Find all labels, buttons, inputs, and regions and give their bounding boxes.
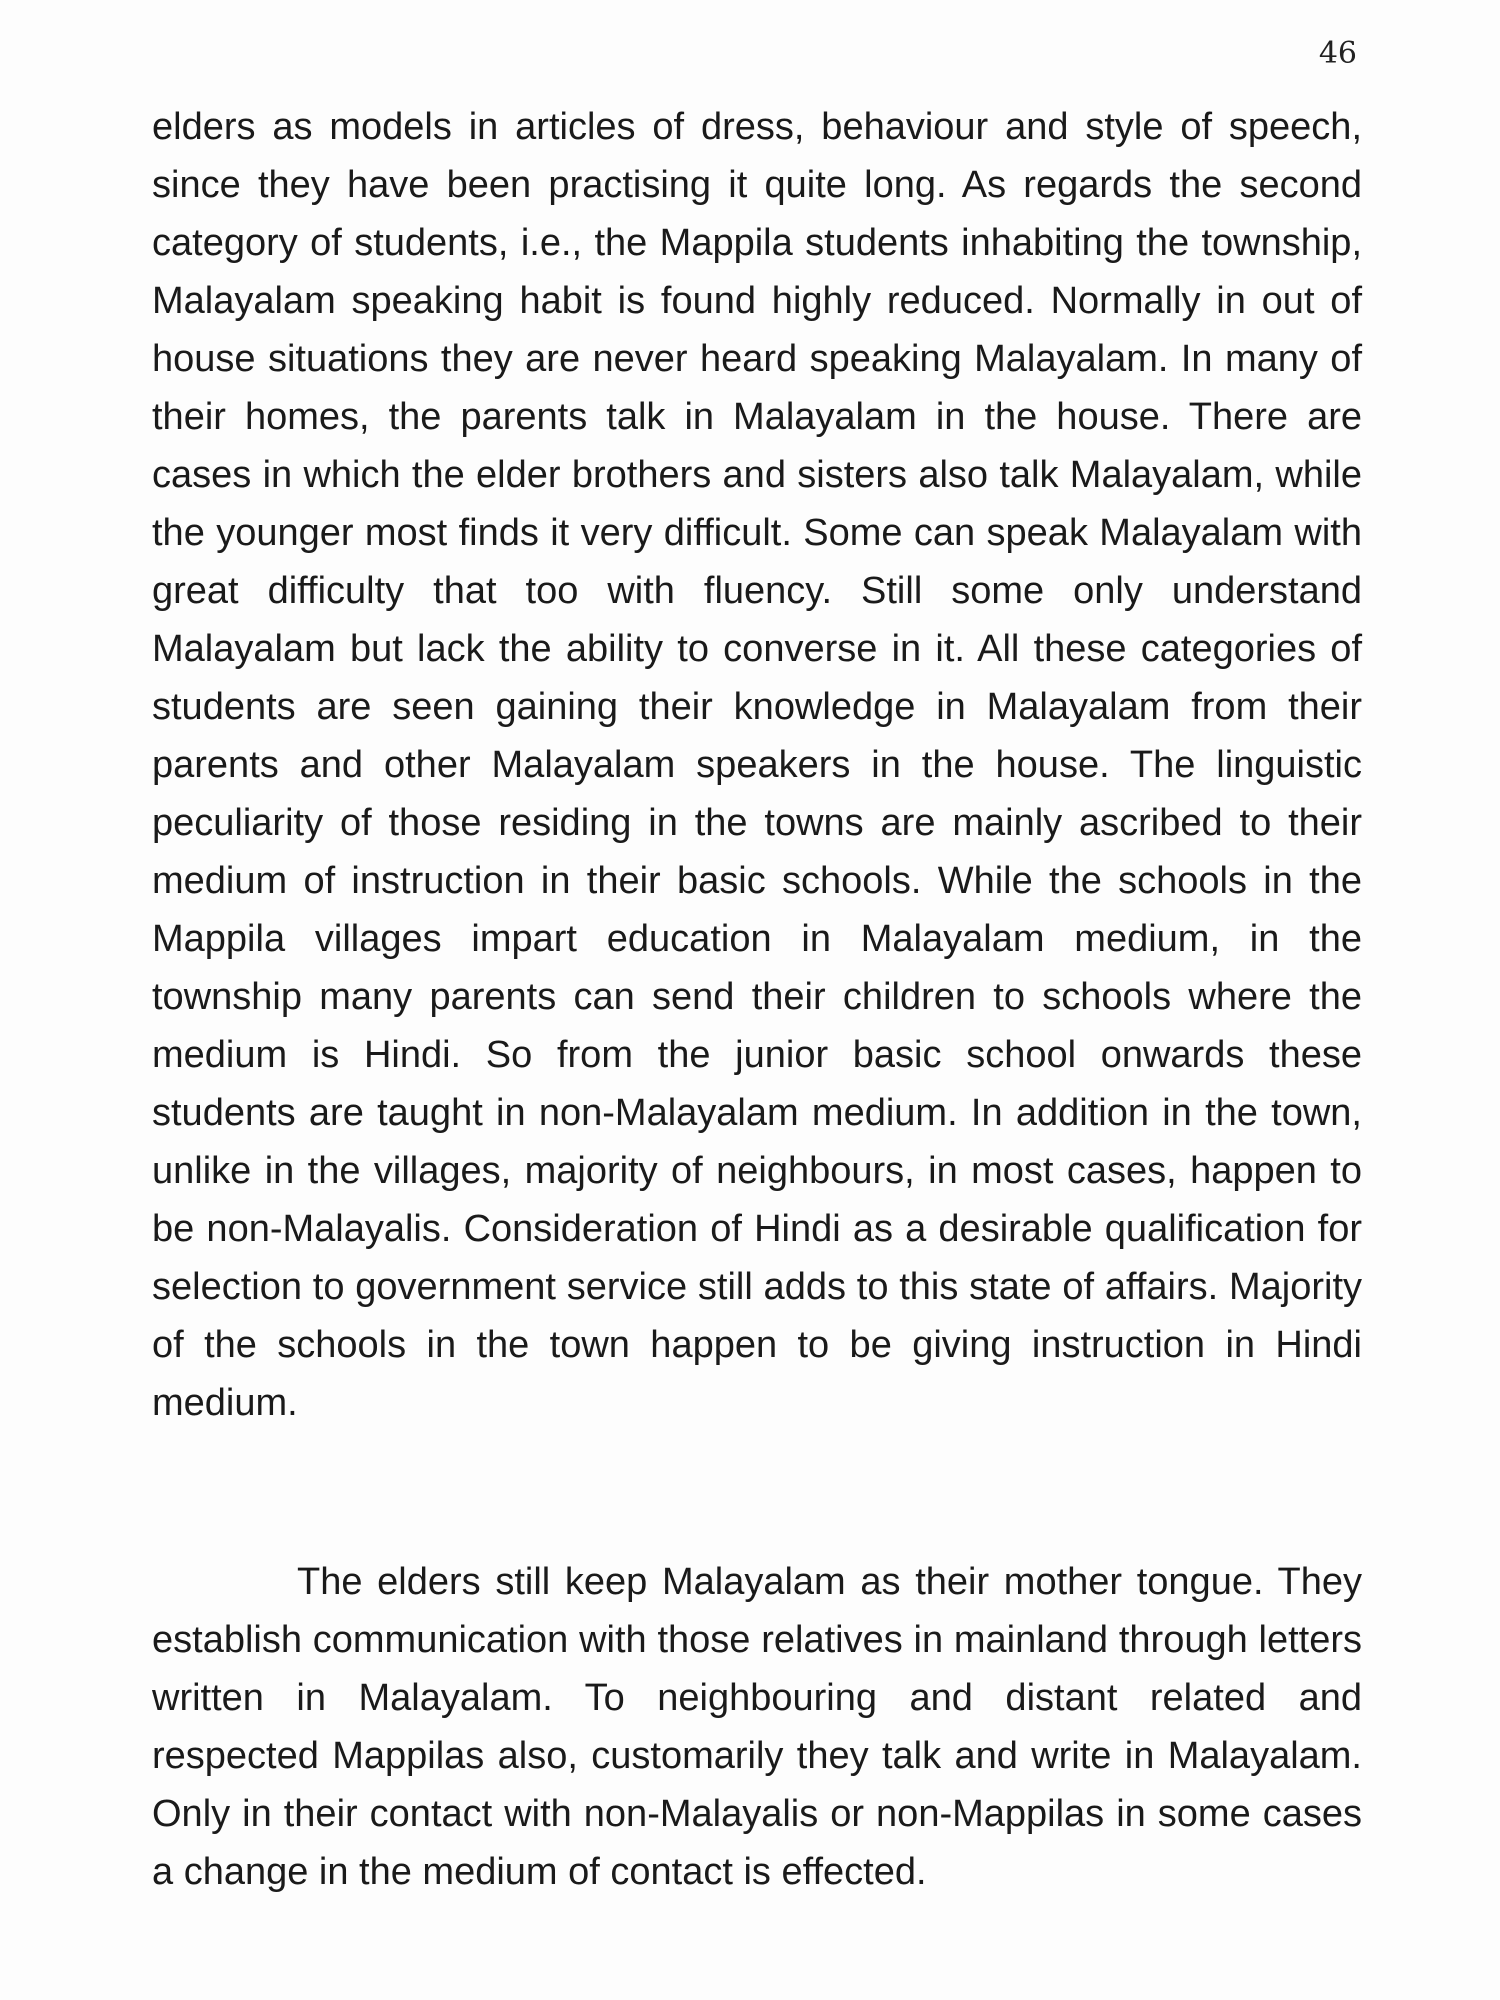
paragraph-text: The elders still keep Malayalam as their mother tongue. They establish communication with those relatives in mainland through letters written in Malayalam. To neighbouring and distant related and respected Mappilas also, customarily they talk and write in Malayalam. Only in their contact with non-Malayalis or non-Mappilas in some cases a change in the medium of contact is effected. — [152, 1561, 1362, 1893]
body-paragraph-2 — [152, 1553, 1362, 1901]
body-paragraph-1 — [152, 98, 1362, 1432]
page-number: 46 — [1318, 36, 1357, 71]
paragraph-text: elders as models in articles of dress, behaviour and style of speech, since they have been practising it quite long. As regards the second category of students, i.e., the Mappila students inhabiting the township, Malayalam speaking habit is found highly reduced. Normally in out of house situations they are never heard speaking Malayalam. In many of their homes, the parents talk in Malayalam in the house. There are cases in which the elder brothers and sisters also talk Malayalam, while the younger most finds it very difficult. Some can speak Malayalam with great difficulty that too with fluency. Still some only understand Malayalam but lack the ability to converse in it. All these categories of students are seen gaining their knowledge in Malayalam from their parents and other Malayalam speakers in the house. The linguistic peculiarity of those residing in the towns are mainly ascribed to their medium of instruction in their basic schools. While the schools in the Mappila villages impart education in Malayalam medium, in the township many parents can send their children to schools where the medium is Hindi. So from the junior basic school onwards these students are taught in non-Malayalam medium. In addition in the town, unlike in the villages, majority of neighbours, in most cases, happen to be non-Malayalis. Consideration of Hindi as a desirable qualification for selection to government service still adds to this state of affairs. Majority of the schools in the town happen to be giving instruction in Hindi medium. — [152, 106, 1362, 1424]
